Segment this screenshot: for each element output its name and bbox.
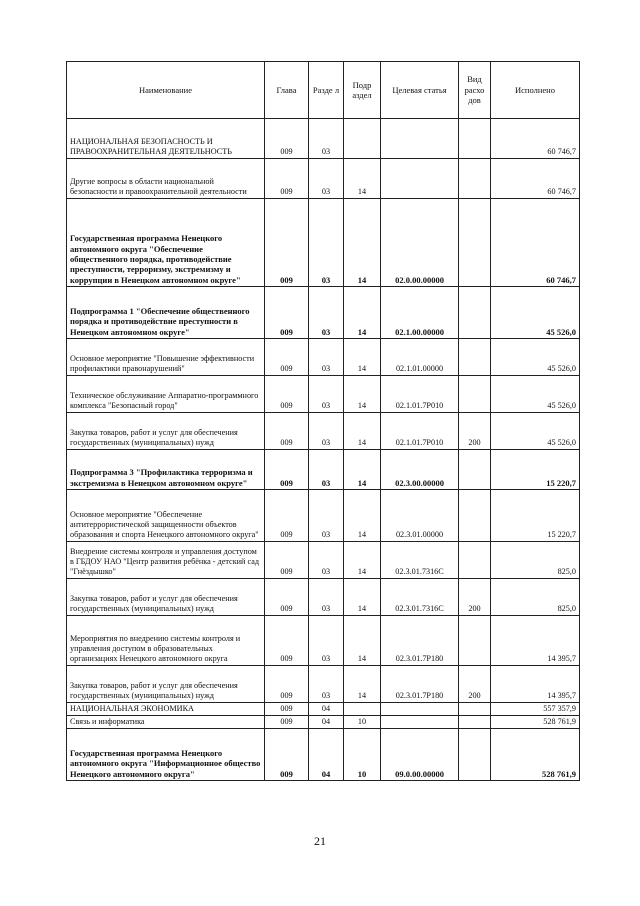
row-subsection: 14 (344, 542, 381, 579)
row-section: 03 (309, 376, 344, 413)
row-section: 03 (309, 119, 344, 159)
row-section: 03 (309, 413, 344, 450)
row-chapter: 009 (265, 666, 309, 703)
row-section: 04 (309, 729, 344, 781)
table-row (67, 159, 580, 199)
row-expense-type (459, 119, 491, 159)
header-subsection: Подр аздел (344, 62, 381, 119)
table-row (67, 616, 580, 666)
row-amount: 557 357,9 (491, 703, 580, 716)
row-name: Подпрограмма 1 "Обеспечение общественного порядка и противодействие преступности в Ненецком автономном округе" (67, 287, 265, 339)
row-subsection (344, 703, 381, 716)
row-amount: 528 761,9 (491, 729, 580, 781)
row-amount: 45 526,0 (491, 339, 580, 376)
row-name: Подпрограмма 3 "Профилактика терроризма и экстремизма в Ненецком автономном округе" (67, 450, 265, 490)
row-amount: 60 746,7 (491, 119, 580, 159)
row-target-article: 02.1.00.00000 (381, 287, 459, 339)
row-target-article (381, 119, 459, 159)
row-name: Техническое обслуживание Аппаратно-программного комплекса "Безопасный город" (67, 376, 265, 413)
row-chapter: 009 (265, 119, 309, 159)
row-target-article: 02.3.01.7P180 (381, 666, 459, 703)
row-subsection: 14 (344, 159, 381, 199)
row-chapter: 009 (265, 376, 309, 413)
row-subsection (344, 119, 381, 159)
table-row (67, 199, 580, 287)
table-row (67, 339, 580, 376)
row-amount: 45 526,0 (491, 287, 580, 339)
row-name: Основное мероприятие "Повышение эффективности профилактики правонарушений" (67, 339, 265, 376)
row-section: 03 (309, 490, 344, 542)
row-amount: 60 746,7 (491, 159, 580, 199)
row-section: 04 (309, 703, 344, 716)
row-chapter: 009 (265, 579, 309, 616)
row-amount: 14 395,7 (491, 666, 580, 703)
row-expense-type (459, 703, 491, 716)
row-amount: 15 220,7 (491, 490, 580, 542)
row-section: 04 (309, 716, 344, 729)
row-expense-type (459, 199, 491, 287)
row-expense-type (459, 287, 491, 339)
row-subsection: 14 (344, 413, 381, 450)
table-row (67, 413, 580, 450)
row-expense-type: 200 (459, 666, 491, 703)
header-chapter: Глава (265, 62, 309, 119)
row-section: 03 (309, 616, 344, 666)
row-name: Закупка товаров, работ и услуг для обеспечения государственных (муниципальных) нужд (67, 413, 265, 450)
row-expense-type (459, 339, 491, 376)
table-row (67, 119, 580, 159)
row-amount: 45 526,0 (491, 376, 580, 413)
row-expense-type (459, 376, 491, 413)
row-section: 03 (309, 666, 344, 703)
row-amount: 15 220,7 (491, 450, 580, 490)
row-name: Связь и информатика (67, 716, 265, 729)
row-amount: 825,0 (491, 579, 580, 616)
row-target-article: 02.1.01.7P010 (381, 376, 459, 413)
row-amount: 825,0 (491, 542, 580, 579)
header-name: Наименование (67, 62, 265, 119)
row-name: НАЦИОНАЛЬНАЯ ЭКОНОМИКА (67, 703, 265, 716)
row-section: 03 (309, 339, 344, 376)
table-row (67, 729, 580, 781)
row-chapter: 009 (265, 450, 309, 490)
row-target-article: 02.3.01.7316C (381, 542, 459, 579)
row-subsection: 14 (344, 376, 381, 413)
row-expense-type (459, 716, 491, 729)
row-target-article: 02.1.01.00000 (381, 339, 459, 376)
row-section: 03 (309, 450, 344, 490)
row-chapter: 009 (265, 199, 309, 287)
row-subsection: 14 (344, 450, 381, 490)
row-expense-type (459, 729, 491, 781)
row-target-article: 02.3.01.7P180 (381, 616, 459, 666)
row-section: 03 (309, 542, 344, 579)
row-chapter: 009 (265, 716, 309, 729)
row-subsection: 14 (344, 666, 381, 703)
table-row (67, 703, 580, 716)
row-chapter: 009 (265, 729, 309, 781)
row-chapter: 009 (265, 159, 309, 199)
row-section: 03 (309, 199, 344, 287)
row-target-article: 02.3.01.7316C (381, 579, 459, 616)
row-chapter: 009 (265, 616, 309, 666)
header-target-article: Целевая статья (381, 62, 459, 119)
row-target-article: 02.0.00.00000 (381, 199, 459, 287)
row-section: 03 (309, 159, 344, 199)
row-subsection: 14 (344, 287, 381, 339)
table-header-row (67, 62, 580, 119)
row-chapter: 009 (265, 287, 309, 339)
row-subsection: 14 (344, 579, 381, 616)
row-amount: 45 526,0 (491, 413, 580, 450)
table-row (67, 490, 580, 542)
row-expense-type (459, 616, 491, 666)
row-name: НАЦИОНАЛЬНАЯ БЕЗОПАСНОСТЬ И ПРАВООХРАНИТЕЛЬНАЯ ДЕЯТЕЛЬНОСТЬ (67, 119, 265, 159)
row-section: 03 (309, 287, 344, 339)
row-expense-type: 200 (459, 579, 491, 616)
row-name: Внедрение системы контроля и управления доступом в ГБДОУ НАО "Центр развития ребёнка - детский сад "Гнёздышко" (67, 542, 265, 579)
row-section: 03 (309, 579, 344, 616)
row-name: Государственная программа Ненецкого автономного округа "Обеспечение общественного порядка, противодействие преступности, терроризму, экстремизму и коррупции в Ненецком автономном округе" (67, 199, 265, 287)
table-body (67, 119, 580, 781)
row-subsection: 14 (344, 616, 381, 666)
row-target-article: 02.3.01.00000 (381, 490, 459, 542)
row-expense-type (459, 450, 491, 490)
row-subsection: 14 (344, 339, 381, 376)
row-amount: 60 746,7 (491, 199, 580, 287)
row-name: Государственная программа Ненецкого автономного округа "Информационное общество Ненецкого автономного округа" (67, 729, 265, 781)
header-section: Разде л (309, 62, 344, 119)
row-target-article (381, 716, 459, 729)
table-row (67, 450, 580, 490)
row-name: Основное мероприятие "Обеспечение антитеррористической защищенности объектов образования и спорта Ненецкого автономного округа" (67, 490, 265, 542)
page-number: 21 (314, 834, 326, 848)
row-chapter: 009 (265, 703, 309, 716)
budget-table (66, 61, 580, 781)
row-chapter: 009 (265, 413, 309, 450)
row-subsection: 14 (344, 199, 381, 287)
header-executed: Исполнено (491, 62, 580, 119)
row-target-article: 02.1.01.7P010 (381, 413, 459, 450)
row-chapter: 009 (265, 490, 309, 542)
table-row (67, 579, 580, 616)
row-chapter: 009 (265, 542, 309, 579)
table-row (67, 666, 580, 703)
row-expense-type (459, 490, 491, 542)
row-amount: 528 761,9 (491, 716, 580, 729)
table-row (67, 376, 580, 413)
row-expense-type (459, 542, 491, 579)
row-subsection: 10 (344, 716, 381, 729)
row-expense-type: 200 (459, 413, 491, 450)
table-row (67, 716, 580, 729)
row-subsection: 14 (344, 490, 381, 542)
row-name: Другие вопросы в области национальной безопасности и правоохранительной деятельности (67, 159, 265, 199)
row-chapter: 009 (265, 339, 309, 376)
row-amount: 14 395,7 (491, 616, 580, 666)
header-expense-type: Вид расхо дов (459, 62, 491, 119)
row-name: Закупка товаров, работ и услуг для обеспечения государственных (муниципальных) нужд (67, 579, 265, 616)
row-expense-type (459, 159, 491, 199)
table-row (67, 542, 580, 579)
row-target-article (381, 159, 459, 199)
row-target-article (381, 703, 459, 716)
row-target-article: 02.3.00.00000 (381, 450, 459, 490)
row-subsection: 10 (344, 729, 381, 781)
row-name: Закупка товаров, работ и услуг для обеспечения государственных (муниципальных) нужд (67, 666, 265, 703)
row-target-article: 09.0.00.00000 (381, 729, 459, 781)
row-name: Мероприятия по внедрению системы контроля и управления доступом в образовательных организациях Ненецкого автономного округа (67, 616, 265, 666)
table-row (67, 287, 580, 339)
